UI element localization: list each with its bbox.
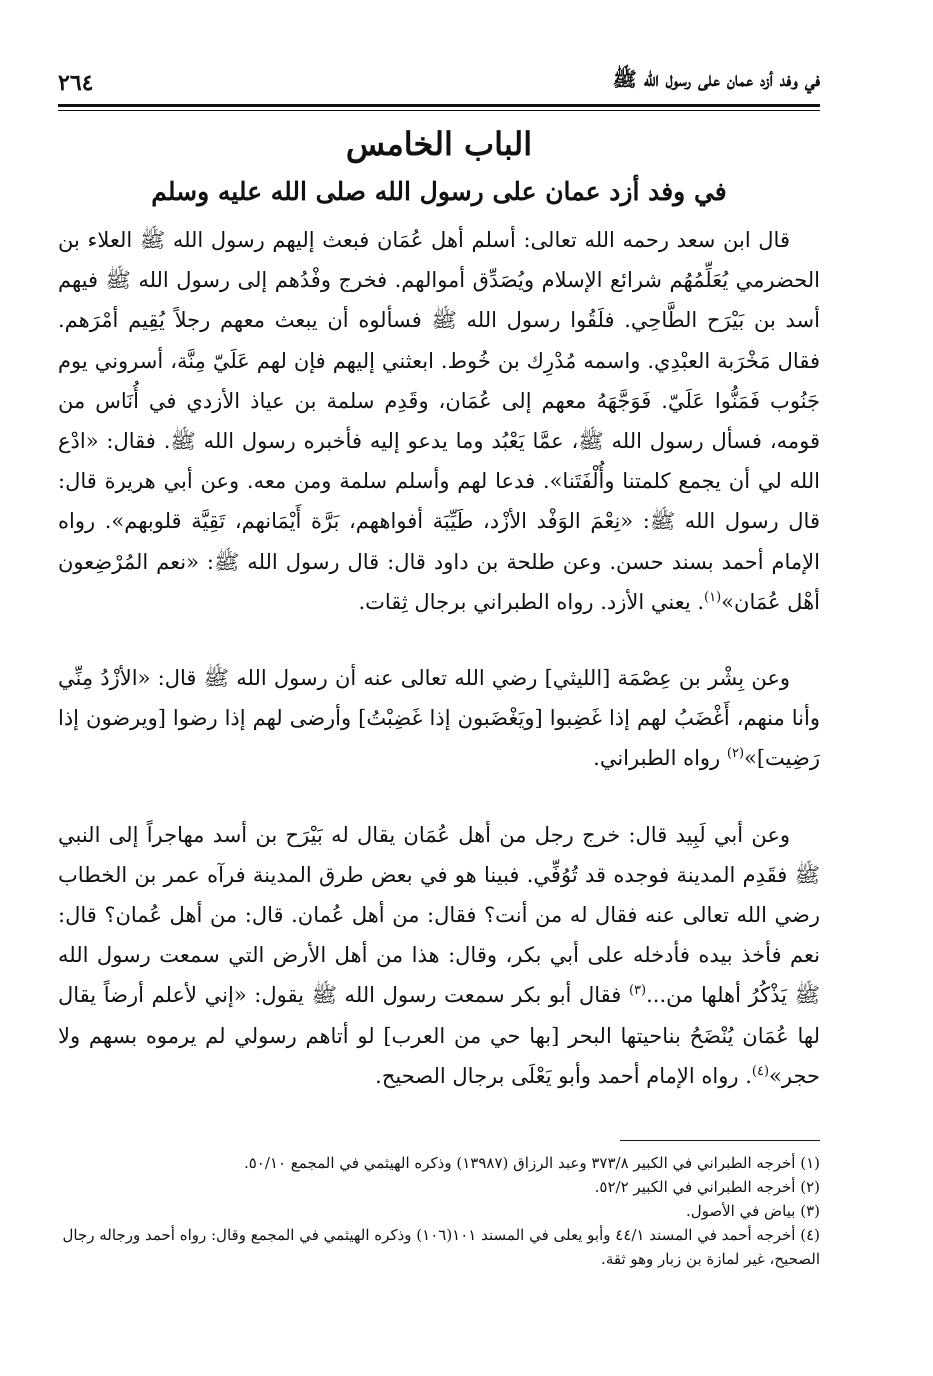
paragraph-3-middle: فقال أبو بكر سمعت رسول الله ﷺ يقول: «إني لأعلم أرضاً يقال لها عُمَان يُنْضَحُ بناحيتها البحر [بها حي من العرب] لو أتاهم رسولي لم يرموه بسهم ولا حجر» — [58, 983, 820, 1088]
paragraph-3 — [58, 815, 820, 1096]
paragraph-1 — [58, 220, 820, 622]
footnote-ref-3[interactable]: (٣) — [628, 983, 647, 999]
running-header — [58, 52, 820, 102]
paragraph-2 — [58, 658, 820, 779]
paragraph-1-text: قال ابن سعد رحمه الله تعالى: أسلم أهل عُمَان فبعث إليهم رسول الله ﷺ العلاء بن الحضرمي يُعَلِّمُهُم شرائع الإسلام ويُصَدِّق أموالهم. فخرج وفْدُهم إلى رسول الله ﷺ فيهم أسد بن بَيْرَح الطَّاحِي. فلَقُوا رسول الله ﷺ فسألوه أن يبعث معهم رجلاً يُقِيم أمْرَهم. فقال مَخْرَبة العبْدِي. واسمه مُدْرِك بن خُوط. ابعثني إليهم فإن لهم عَلَيّ مِنَّة، أسروني يوم جَنُوب فَمَنُّوا عَلَيّ. فَوَجَّهَهُ معهم إلى عُمَان، وقَدِم سلمة بن عياذ الأزدي في أُنَاس من قومه، فسأل رسول الله ﷺ، عمَّا يَعْبُد وما يدعو إليه فأخبره رسول الله ﷺ. فقال: «ادْع الله لي أن يجمع كلمتنا وأُلْفَتَنا». فدعا لهم وأسلم سلمة ومن معه. وعن أبي هريرة قال: قال رسول الله ﷺ: «نِعْمَ الوَفْد الأزْد، طَيِّبَة أفواههم، بَرَّة أَيْمَانهم، تَقِيَّة قلوبهم». رواه الإمام أحمد بسند حسن. وعن طلحة بن داود قال: قال رسول الله ﷺ: «نعم المُرْضِعون أهْل عُمَان» — [58, 228, 820, 614]
paragraph-2-tail: رواه الطبراني. — [593, 746, 727, 771]
header-rule-thin — [58, 110, 820, 111]
footnote-ref-2[interactable]: (٢) — [726, 746, 745, 762]
book-page — [58, 52, 820, 1342]
running-title: في وفد أزد عمان على رسول الله ﷺ — [612, 67, 820, 91]
paragraph-1-tail: . يعني الأزد. رواه الطبراني برجال ثِقات. — [358, 589, 705, 614]
footnote-1: (١) أخرجه الطبراني في الكبير ٣٧٣/٨ وعبد الرزاق (١٣٩٨٧) وذكره الهيثمي في المجمع ٥٠/١٠. — [243, 1154, 820, 1173]
footnote-divider — [620, 1140, 820, 1141]
chapter-subtitle: في وفد أزد عمان على رسول الله صلى الله عليه وسلم — [151, 177, 727, 206]
paragraph-3-text: وعن أبي لَبِيد قال: خرج رجل من أهل عُمَان يقال له بَيْرَح بن أسد مهاجراً إلى النبي ﷺ فقَدِم المدينة فوجده قد تُوُفِّي. فبينا هو في بعض طرق المدينة فرآه عمر بن الخطاب رضي الله تعالى عنه فقال له من أنت؟ فقال: من أهل عُمان. قال: من أهل عُمان؟ قال: نعم فأخذ بيده فأدخله على أبي بكر، وقال: هذا من أهل الأرض التي سمعت رسول الله ﷺ يَذْكُرُ أهلها من... — [58, 822, 821, 1008]
paragraph-2-text: وعن بِشْر بن عِصْمَة [الليثي] رضي الله تعالى عنه أن رسول الله ﷺ قال: «الأزْدُ مِنِّي وأنا منهم، أَغْضَبُ لهم إذا غَضِبوا [ويَغْضَبون إذا غَضِبْتُ] وأرضى لهم إذا رضوا [ويرضون إذا رَضِيت]» — [58, 666, 820, 771]
footnote-ref-4[interactable]: (٤) — [751, 1063, 770, 1079]
header-rule — [58, 104, 820, 107]
page-number: ٢٦٤ — [58, 70, 94, 96]
paragraph-3-tail: . رواه الإمام أحمد وأبو يَعْلَى برجال الصحيح. — [375, 1063, 752, 1088]
footnote-2: (٢) أخرجه الطبراني في الكبير ٥٢/٢. — [594, 1178, 820, 1197]
footnote-3: (٣) بياض في الأصول. — [685, 1202, 820, 1221]
footnote-4: (٤) أخرجه أحمد في المسند ٤٤/١ وأبو يعلى في المسند ١٠١(١٠٦) وذكره الهيثمي في المجمع وقال: رواه أحمد ورجاله رجال الصحيح، غير لمازة بن زبار وهو ثقة. — [62, 1226, 820, 1269]
footnotes — [58, 1151, 820, 1271]
chapter-title: الباب الخامس — [345, 125, 533, 163]
footnote-ref-1[interactable]: (١) — [704, 589, 722, 605]
